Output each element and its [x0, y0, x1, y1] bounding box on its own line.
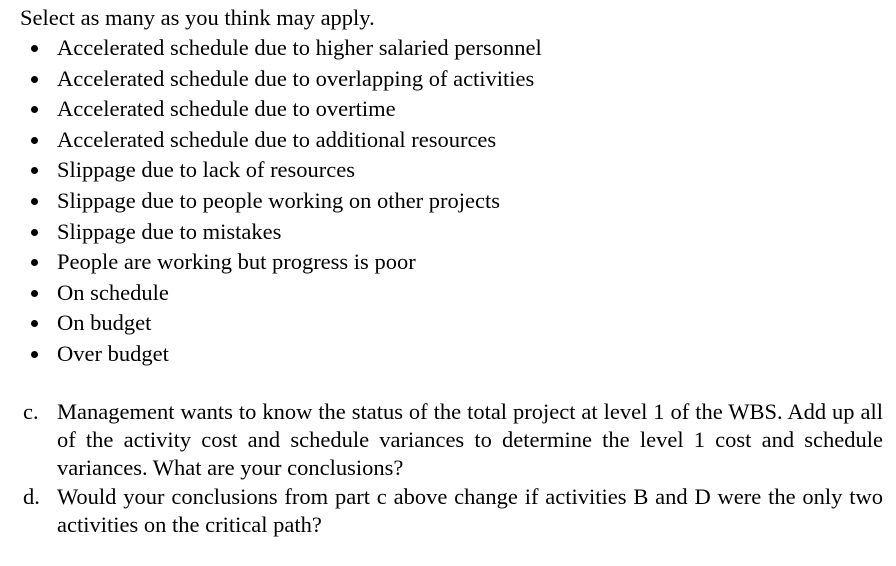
- option-label: Accelerated schedule due to overtime: [57, 96, 396, 122]
- bullet-icon: [31, 229, 38, 236]
- question-text: Would your conclusions from part c above change if activities B and D were the only two activities on the critical path?: [57, 484, 883, 537]
- bullet-icon: [31, 137, 38, 144]
- option-label: People are working but progress is poor: [57, 249, 416, 275]
- option-label: On budget: [57, 310, 152, 336]
- option-label: Slippage due to people working on other projects: [57, 187, 501, 213]
- bullet-icon: [31, 167, 38, 174]
- bullet-icon: [31, 198, 38, 205]
- bullet-icon: [31, 45, 38, 52]
- bullet-icon: [31, 259, 38, 266]
- option-label: Slippage due to lack of resources: [57, 157, 356, 183]
- bullet-icon: [31, 106, 38, 113]
- bullet-icon: [31, 290, 38, 297]
- bullet-icon: [31, 76, 38, 83]
- option-label: On schedule: [57, 279, 169, 305]
- option-label: Accelerated schedule due to overlapping of activities: [57, 65, 535, 91]
- question-letter: d.: [23, 484, 40, 509]
- bullet-icon: [31, 351, 38, 358]
- option-label: Accelerated schedule due to additional resources: [57, 126, 497, 152]
- bullet-icon: [31, 320, 38, 327]
- option-label: Over budget: [57, 340, 169, 366]
- option-label: Slippage due to mistakes: [57, 218, 282, 244]
- instruction-text: Select as many as you think may apply.: [20, 5, 375, 30]
- question-text: Management wants to know the status of the total project at level 1 of the WBS. Add up all of the activity cost and schedule variances to determine the level 1 cost and schedule variances. What are your conclusions?: [57, 399, 883, 480]
- question-letter: c.: [23, 399, 39, 424]
- option-label: Accelerated schedule due to higher salaried personnel: [57, 35, 542, 60]
